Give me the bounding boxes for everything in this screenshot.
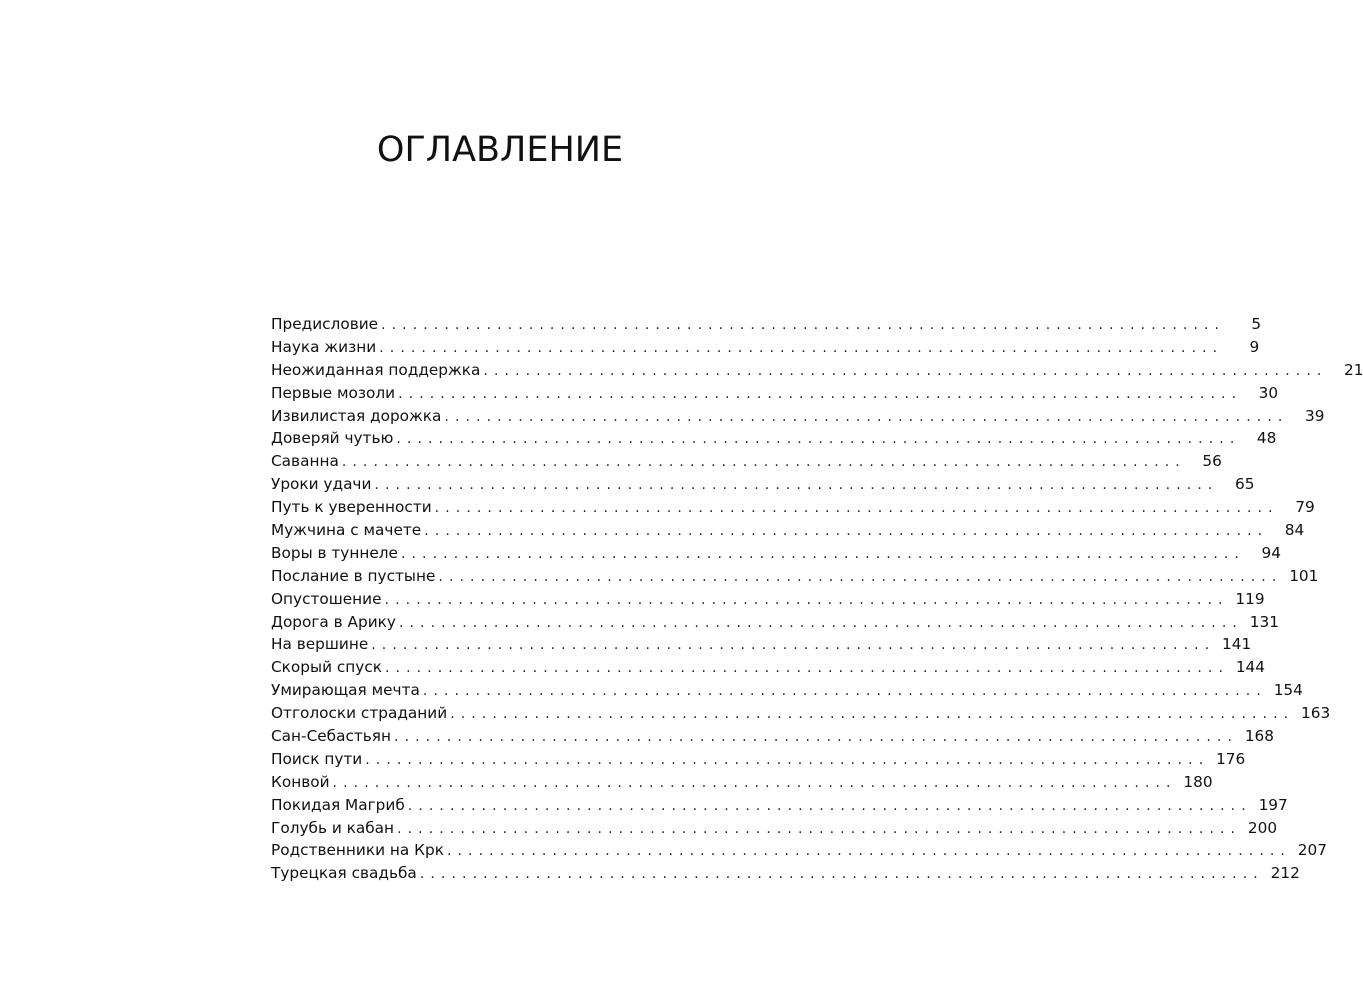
toc-entry-page: 200 [1247, 818, 1278, 837]
dot-leader: ................................................................................ [396, 431, 1241, 448]
toc-entry-page: 197 [1258, 795, 1288, 814]
toc-entry-title: Родственники на Крк [271, 841, 444, 860]
toc-entry-title: Воры в туннеле [271, 543, 398, 562]
toc-entry [271, 633, 1252, 656]
dot-leader: ................................................................................ [398, 385, 1243, 402]
toc-entry [271, 656, 1266, 679]
toc-entry-page: 79 [1295, 498, 1315, 517]
toc-entry [271, 496, 1315, 519]
dot-leader: ................................................................................ [385, 660, 1230, 677]
toc-entry-page: 207 [1297, 841, 1327, 860]
toc-entry-page: 39 [1304, 406, 1325, 425]
toc-entry-title: Доверяй чутью [271, 429, 394, 448]
dot-leader: ................................................................................ [374, 477, 1219, 494]
toc-entry [271, 839, 1327, 862]
toc-entry-title: Скорый спуск [271, 658, 382, 677]
toc-entry-title: Умирающая мечта [271, 681, 420, 700]
dot-leader: ................................................................................ [419, 866, 1264, 883]
toc-entry [271, 702, 1331, 725]
toc-entry-page: 84 [1284, 521, 1305, 540]
dot-leader: ................................................................................ [483, 362, 1328, 379]
dot-leader: ................................................................................ [394, 729, 1239, 746]
dot-leader: ................................................................................ [424, 523, 1269, 540]
dot-leader: ................................................................................ [365, 751, 1210, 768]
dot-leader: ................................................................................ [397, 820, 1242, 837]
dot-leader: ................................................................................ [444, 408, 1289, 425]
toc-entry [271, 359, 1363, 382]
dot-leader: ................................................................................ [332, 774, 1177, 791]
toc-entry [271, 679, 1303, 702]
toc-entry [271, 405, 1325, 428]
toc-entry [271, 588, 1265, 611]
dot-leader: ................................................................................ [381, 317, 1226, 333]
toc-entry-page: 94 [1261, 543, 1281, 562]
toc-entry-title: Путь к уверенности [271, 498, 432, 517]
toc-entry-title: Сан-Себастьян [271, 727, 392, 746]
toc-entry-title: На вершине [271, 635, 369, 654]
toc-entry [271, 542, 1281, 565]
toc-entry-title: Неожиданная поддержка [271, 360, 481, 379]
toc-entry [271, 427, 1277, 450]
toc-entry [271, 382, 1279, 405]
page-title: ОГЛАВЛЕНИЕ [376, 130, 624, 170]
toc-entry [271, 336, 1260, 359]
toc-entry-title: Уроки удачи [271, 475, 372, 494]
toc-entry-title: Покидая Магриб [271, 795, 405, 814]
toc-entry-page: 180 [1183, 772, 1213, 791]
toc-entry-page: 176 [1216, 749, 1246, 768]
dot-leader: ................................................................................ [379, 339, 1224, 356]
toc-entry [271, 519, 1305, 542]
toc-entry-page: 65 [1234, 475, 1255, 494]
toc-entry-page: 101 [1289, 566, 1319, 585]
toc-entry-page: 56 [1202, 452, 1222, 471]
dot-leader: ................................................................................ [450, 706, 1295, 723]
toc-entry-title: Отголоски страданий [271, 704, 448, 723]
toc-entry-page: 30 [1258, 383, 1279, 402]
table-of-contents [271, 313, 1363, 885]
toc-entry-title: Предисловие [271, 315, 379, 333]
dot-leader: ................................................................................ [398, 614, 1243, 631]
dot-leader: ................................................................................ [434, 500, 1279, 517]
toc-entry [271, 862, 1300, 885]
dot-leader: ................................................................................ [407, 797, 1252, 814]
toc-entry-title: Дорога в Арику [271, 612, 396, 631]
toc-entry-page: 131 [1249, 612, 1279, 631]
dot-leader: ................................................................................ [422, 683, 1267, 700]
toc-entry-page: 144 [1235, 658, 1266, 677]
toc-entry-page: 212 [1270, 864, 1300, 883]
toc-entry-page: 21 [1343, 360, 1363, 379]
toc-entry [271, 748, 1246, 771]
toc-entry [271, 473, 1255, 496]
toc-entry-page: 163 [1301, 704, 1331, 723]
toc-entry-page: 119 [1235, 589, 1265, 608]
dot-leader: ................................................................................ [400, 545, 1245, 562]
dot-leader: ................................................................................ [446, 843, 1291, 860]
toc-entry [271, 794, 1288, 817]
dot-leader: ................................................................................ [341, 454, 1186, 471]
toc-entry [271, 725, 1275, 748]
toc-entry-title: Первые мозоли [271, 383, 396, 402]
dot-leader: ................................................................................ [371, 637, 1216, 654]
toc-entry-page: 154 [1273, 681, 1303, 700]
dot-leader: ................................................................................ [384, 591, 1229, 608]
toc-entry-title: Наука жизни [271, 337, 377, 356]
toc-entry-title: Конвой [271, 772, 330, 791]
toc-entry-title: Послание в пустыне [271, 566, 436, 585]
toc-entry-page: 168 [1244, 727, 1275, 746]
toc-entry-page: 48 [1256, 429, 1277, 448]
toc-entry-title: Извилистая дорожка [271, 406, 442, 425]
toc-entry-page: 5 [1251, 315, 1262, 333]
toc-entry [271, 611, 1279, 634]
toc-entry-title: Опустошение [271, 589, 382, 608]
toc-entry [271, 771, 1213, 794]
toc-entry [271, 450, 1222, 473]
toc-entry-page: 9 [1249, 337, 1260, 356]
toc-entry-title: Мужчина с мачете [271, 521, 422, 540]
toc-entry-page: 141 [1222, 635, 1252, 654]
toc-entry [271, 817, 1278, 840]
dot-leader: ................................................................................ [438, 568, 1283, 585]
toc-entry [271, 313, 1262, 336]
toc-entry-title: Голубь и кабан [271, 818, 395, 837]
toc-entry-title: Саванна [271, 452, 339, 471]
toc-entry-title: Поиск пути [271, 749, 363, 768]
toc-entry [271, 565, 1319, 588]
toc-entry-title: Турецкая свадьба [271, 864, 417, 883]
